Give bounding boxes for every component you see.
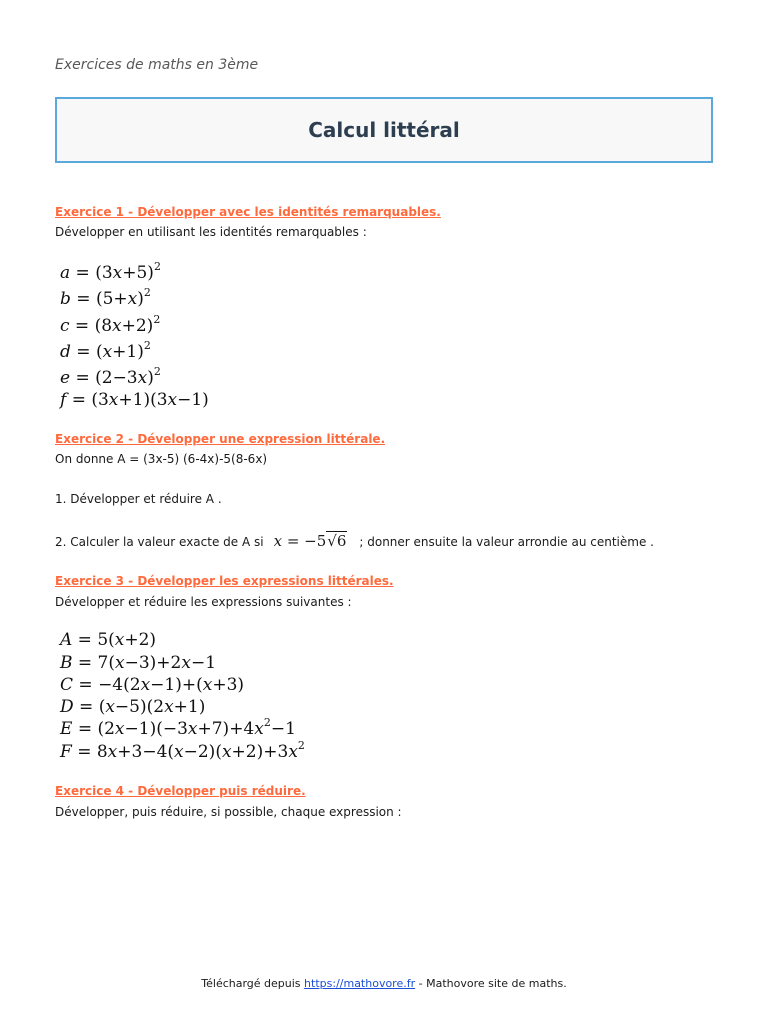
ex1-expression-e: $e = (2-3x)^2$ — [60, 365, 161, 388]
exercise-3-instruction: Développer et réduire les expressions suivantes : — [55, 595, 352, 609]
exercise-2-question-1: 1. Développer et réduire A . — [55, 492, 222, 506]
exercise-4-heading: Exercice 4 - Développer puis réduire. — [55, 784, 306, 798]
ex1-expression-c: $c = (8x+2)^2$ — [60, 313, 161, 336]
ex1-expression-d: $d = (x+1)^2$ — [60, 339, 151, 362]
exercise-1-heading: Exercice 1 - Développer avec les identités remarquables. — [55, 205, 441, 219]
exercise-1-instruction: Développer en utilisant les identités remarquables : — [55, 225, 367, 239]
ex1-expression-b: $b = (5+x)^2$ — [60, 286, 151, 309]
ex3-expression-b: B = 7(x−3)+2x−1 — [60, 653, 217, 673]
title-box — [55, 97, 713, 163]
page-footer — [0, 977, 768, 990]
ex1-expression-f: f = (3x+1)(3x−1) — [60, 390, 209, 410]
ex3-expression-f: $F = 8x+3-4(x-2)(x+2)+3x^2$ — [60, 739, 305, 762]
exercise-2-given: On donne A = (3x-5) (6-4x)-5(8-6x) — [55, 452, 268, 466]
question-2-text-before: 2. Calculer la valeur exacte de A si — [55, 535, 264, 549]
exercise-3-heading: Exercice 3 - Développer les expressions littérales. — [55, 574, 394, 588]
document-subtitle: Exercices de maths en 3ème — [55, 57, 259, 73]
footer-link[interactable]: https://mathovore.fr — [304, 977, 416, 990]
page-title: Calcul littéral — [308, 118, 460, 142]
question-2-text-after: ; donner ensuite la valeur arrondie au centième . — [359, 535, 654, 549]
ex3-expression-e: $E = (2x-1)(-3x+7)+4x^2-1$ — [60, 716, 296, 739]
ex1-expression-a: $a = (3x+5)^2$ — [60, 260, 161, 283]
ex3-expression-c: C = −4(2x−1)+(x+3) — [60, 675, 245, 695]
footer-prefix: Téléchargé depuis — [201, 977, 301, 990]
ex3-expression-a: A = 5(x+2) — [60, 630, 157, 650]
question-2-math: x = −5√6 — [273, 532, 347, 550]
exercise-2-heading: Exercice 2 - Développer une expression littérale. — [55, 432, 386, 446]
footer-suffix: - Mathovore site de maths. — [418, 977, 567, 990]
exercise-2-question-2 — [55, 532, 654, 550]
exercise-4-instruction: Développer, puis réduire, si possible, chaque expression : — [55, 805, 402, 819]
ex3-expression-d: D = (x−5)(2x+1) — [60, 697, 206, 717]
